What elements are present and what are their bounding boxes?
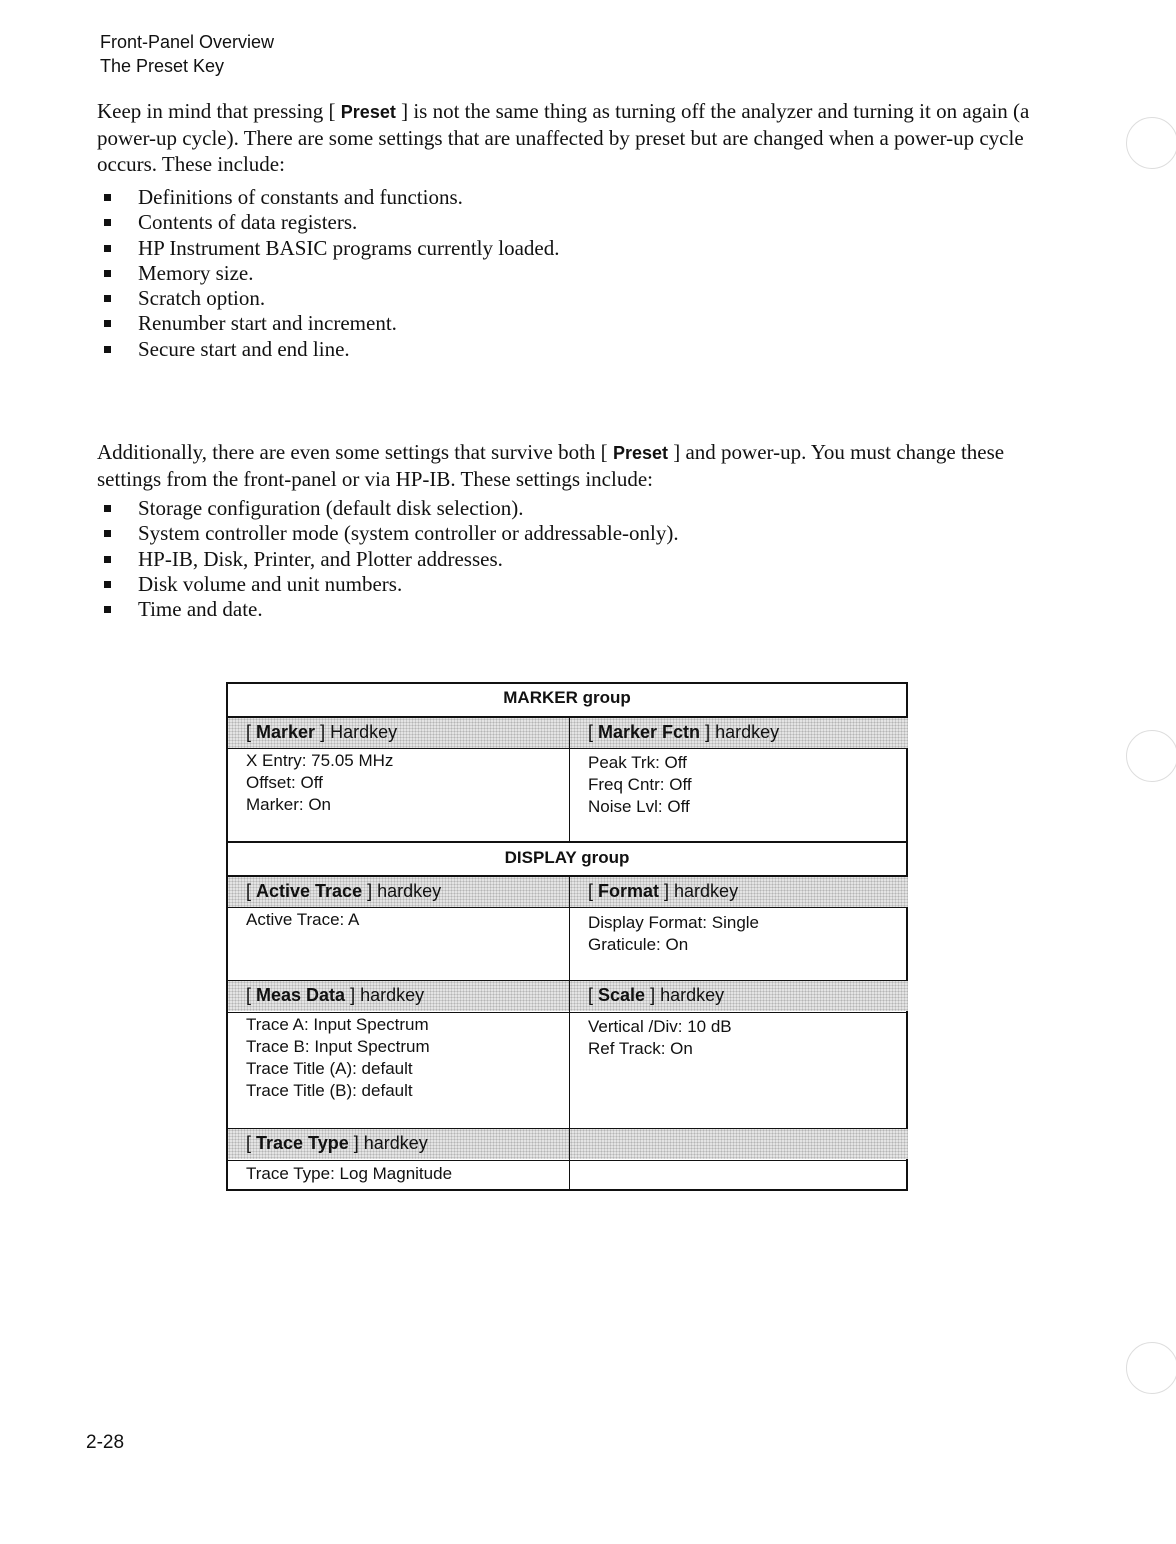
format-key-header: [ Format ] hardkey bbox=[570, 877, 908, 907]
power-up-affected-list bbox=[100, 185, 560, 362]
bullet-icon bbox=[104, 346, 111, 353]
list-item: Time and date. bbox=[100, 597, 679, 622]
marker-settings: X Entry: 75.05 MHz Offset: Off Marker: On bbox=[246, 751, 394, 814]
hole-punch bbox=[1126, 117, 1176, 169]
divider bbox=[228, 1012, 906, 1013]
preset-settings-table bbox=[226, 682, 908, 1191]
list-item: Disk volume and unit numbers. bbox=[100, 572, 679, 597]
list-item: Secure start and end line. bbox=[100, 337, 560, 362]
active-trace-key-name: Active Trace bbox=[256, 881, 363, 901]
bullet-icon bbox=[104, 245, 111, 252]
bullet-icon bbox=[104, 295, 111, 302]
active-trace-settings: Active Trace: A bbox=[246, 910, 360, 929]
list-item: Memory size. bbox=[100, 261, 560, 286]
page-number: 2-28 bbox=[86, 1432, 125, 1453]
marker-key-header: [ Marker ] Hardkey bbox=[228, 718, 569, 748]
meas-data-key-name: Meas Data bbox=[256, 985, 346, 1005]
paragraph-preset-vs-power-up: Keep in mind that pressing [ Preset ] is not the same thing as turning off the analyzer and turning it on again (a power-up cycle). There are some settings that are unaffected by preset but are changed when a power-up cycle occurs. These include: bbox=[97, 99, 1030, 176]
bullet-icon bbox=[104, 556, 111, 563]
divider bbox=[228, 907, 906, 908]
bullet-icon bbox=[104, 530, 111, 537]
marker-fctn-key-header: [ Marker Fctn ] hardkey bbox=[570, 718, 908, 748]
bullet-icon bbox=[104, 581, 111, 588]
header-topic: The Preset Key bbox=[100, 56, 225, 76]
scale-key-header: [ Scale ] hardkey bbox=[570, 981, 908, 1011]
bullet-icon bbox=[104, 606, 111, 613]
meas-data-settings: Trace A: Input Spectrum Trace B: Input Spectrum Trace Title (A): default Trace Title (B): default bbox=[246, 1015, 430, 1100]
empty-key-header bbox=[570, 1129, 908, 1159]
trace-type-key-header: [ Trace Type ] hardkey bbox=[228, 1129, 569, 1159]
list-item: System controller mode (system controller or addressable-only). bbox=[100, 521, 679, 546]
list-item: Scratch option. bbox=[100, 286, 560, 311]
persistent-settings-list bbox=[100, 496, 679, 622]
paragraph-survive-both: Additionally, there are even some settings that survive both [ Preset ] and power-up. You must change these settings from the front-panel or via HP-IB. These settings include: bbox=[97, 440, 1005, 491]
preset-key-label: Preset bbox=[612, 443, 668, 463]
divider bbox=[228, 1160, 906, 1161]
bullet-icon bbox=[104, 194, 111, 201]
divider bbox=[228, 748, 906, 749]
hole-punch bbox=[1126, 1342, 1176, 1394]
list-item: Definitions of constants and functions. bbox=[100, 185, 560, 210]
bullet-icon bbox=[104, 270, 111, 277]
list-item: Storage configuration (default disk selection). bbox=[100, 496, 679, 521]
scale-settings: Vertical /Div: 10 dB Ref Track: On bbox=[588, 1017, 732, 1058]
hole-punch bbox=[1126, 730, 1176, 782]
list-item: Contents of data registers. bbox=[100, 210, 560, 235]
marker-fctn-settings: Peak Trk: Off Freq Cntr: Off Noise Lvl: Off bbox=[588, 753, 692, 816]
active-trace-key-header: [ Active Trace ] hardkey bbox=[228, 877, 569, 907]
column-divider bbox=[569, 875, 570, 1189]
list-item: HP-IB, Disk, Printer, and Plotter addresses. bbox=[100, 547, 679, 572]
trace-type-key-name: Trace Type bbox=[256, 1133, 349, 1153]
marker-key-name: Marker bbox=[256, 722, 316, 742]
page-header bbox=[100, 30, 274, 78]
bullet-icon bbox=[104, 505, 111, 512]
bullet-icon bbox=[104, 320, 111, 327]
list-item: Renumber start and increment. bbox=[100, 311, 560, 336]
header-section: Front-Panel Overview bbox=[100, 32, 275, 52]
marker-group-title: MARKER group bbox=[503, 688, 631, 707]
trace-type-settings: Trace Type: Log Magnitude bbox=[246, 1164, 453, 1183]
preset-key-label: Preset bbox=[340, 102, 396, 122]
format-key-name: Format bbox=[598, 881, 660, 901]
format-settings: Display Format: Single Graticule: On bbox=[588, 913, 760, 954]
meas-data-key-header: [ Meas Data ] hardkey bbox=[228, 981, 569, 1011]
bullet-icon bbox=[104, 219, 111, 226]
divider bbox=[228, 841, 906, 843]
marker-fctn-key-name: Marker Fctn bbox=[598, 722, 701, 742]
list-item: HP Instrument BASIC programs currently loaded. bbox=[100, 236, 560, 261]
column-divider bbox=[569, 716, 570, 841]
display-group-title: DISPLAY group bbox=[504, 848, 630, 867]
scale-key-name: Scale bbox=[598, 985, 646, 1005]
